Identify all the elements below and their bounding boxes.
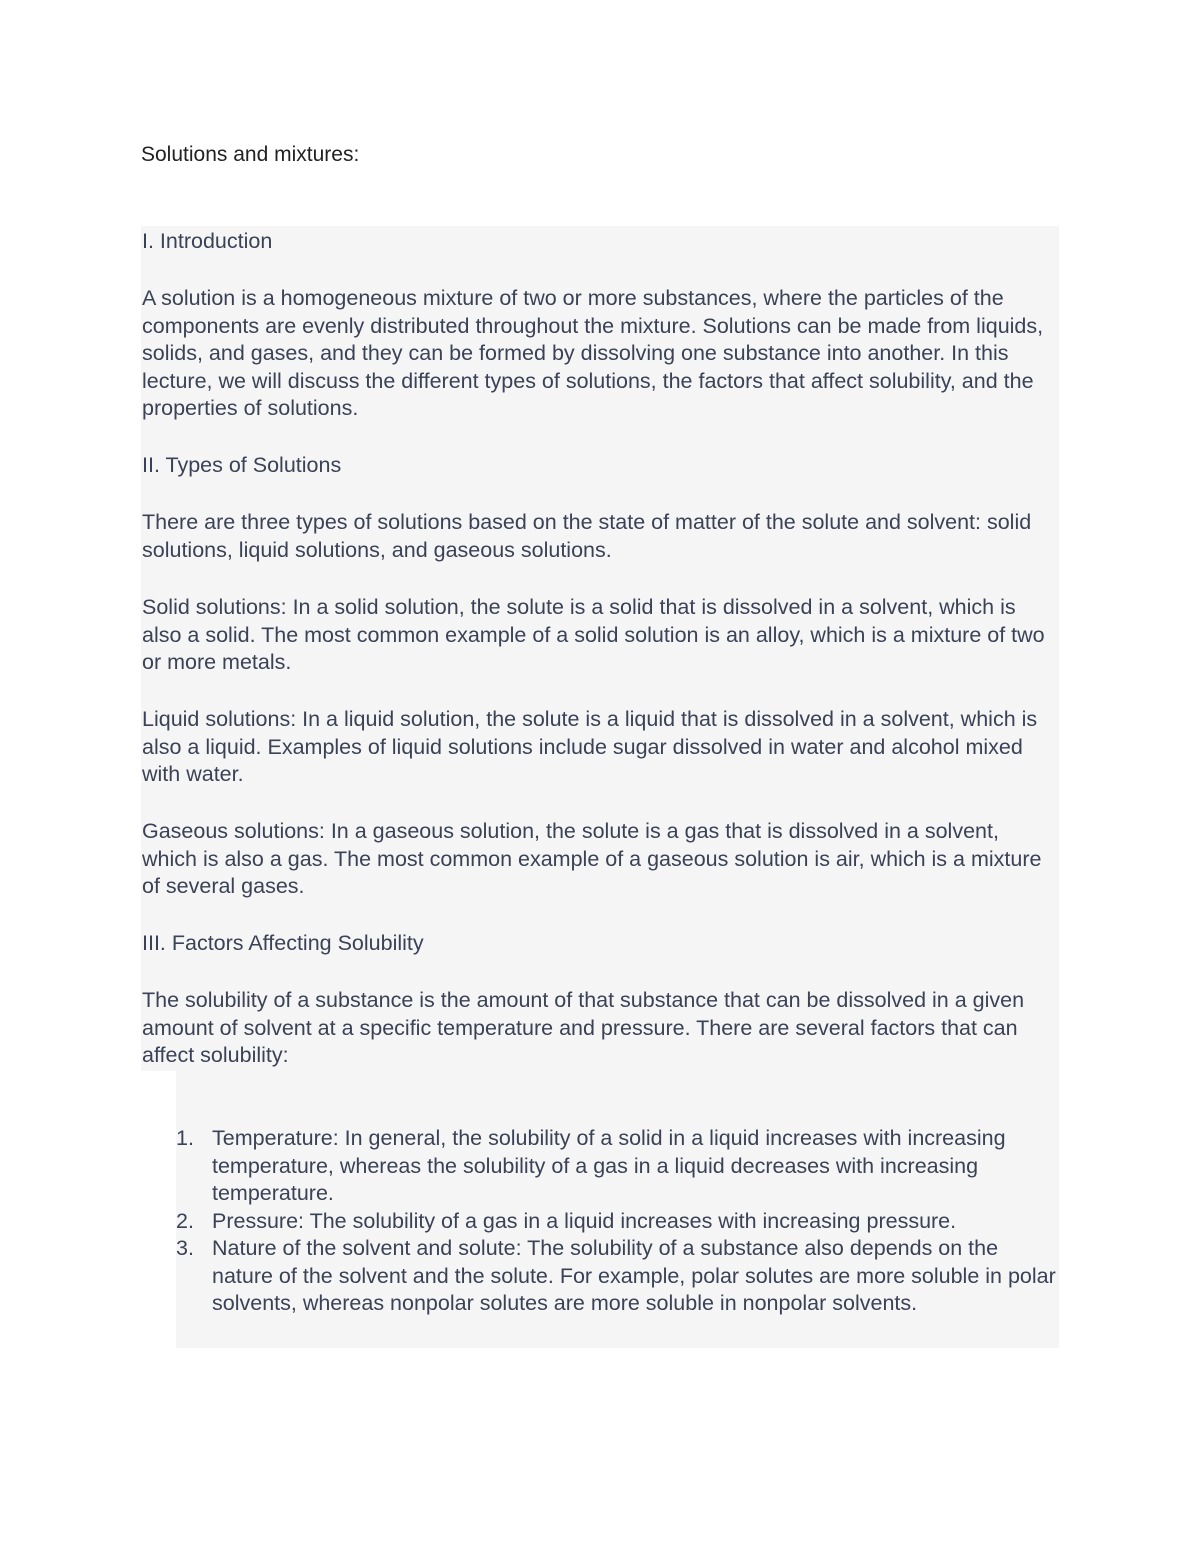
paragraph-types: There are three types of solutions based on the state of matter of the solute and solvent: solid solutions, liquid solutions, and gaseous solutions. xyxy=(142,510,1032,562)
list-item-pressure xyxy=(176,1208,1056,1236)
section-heading-factors: III. Factors Affecting Solubility xyxy=(142,931,424,955)
list-number: 3. xyxy=(176,1236,194,1260)
paragraph-factors: The solubility of a substance is the amount of that substance that can be dissolved in a given amount of solvent at a specific temperature and pressure. There are several factors that can affect solubility: xyxy=(142,988,1025,1067)
list-item-text: Pressure: The solubility of a gas in a liquid increases with increasing pressure. xyxy=(212,1208,957,1233)
section-heading-types: II. Types of Solutions xyxy=(142,453,342,477)
list-number: 1. xyxy=(176,1126,194,1150)
list-item-text: Nature of the solvent and solute: The solubility of a substance also depends on the nature of the solvent and the solute. For example, polar solutes are more soluble in polar solvents, whereas nonpolar solutes are more soluble in nonpolar solvents. xyxy=(212,1236,1056,1315)
list-number: 2. xyxy=(176,1208,194,1233)
paragraph-liquid-solutions: Liquid solutions: In a liquid solution, the solute is a liquid that is dissolved in a solvent, which is also a liquid. Examples of liquid solutions include sugar dissolved in water and alcohol mixed with water. xyxy=(142,707,1038,786)
factors-list xyxy=(176,1125,1056,1318)
paragraph-solid-solutions: Solid solutions: In a solid solution, the solute is a solid that is dissolved in a solvent, which is also a solid. The most common example of a solid solution is an alloy, which is a mixture of two or more metals. xyxy=(142,595,1045,674)
list-item-nature xyxy=(176,1235,1056,1318)
list-item-temperature xyxy=(176,1125,1056,1208)
paragraph-introduction: A solution is a homogeneous mixture of two or more substances, where the particles of the components are evenly distributed throughout the mixture. Solutions can be made from liquids, solids, and gases, and they can be formed by dissolving one substance into another. In this lecture, we will discuss the different types of solutions, the factors that affect solubility, and the properties of solutions. xyxy=(142,286,1044,420)
list-item-text: Temperature: In general, the solubility of a solid in a liquid increases with increasing temperature, whereas the solubility of a gas in a liquid decreases with increasing temperature. xyxy=(212,1126,1006,1205)
paragraph-gaseous-solutions: Gaseous solutions: In a gaseous solution, the solute is a gas that is dissolved in a solvent, which is also a gas. The most common example of a gaseous solution is air, which is a mixture of several gases. xyxy=(142,819,1042,898)
section-heading-introduction: I. Introduction xyxy=(142,229,273,253)
document-title: Solutions and mixtures: xyxy=(141,143,360,166)
